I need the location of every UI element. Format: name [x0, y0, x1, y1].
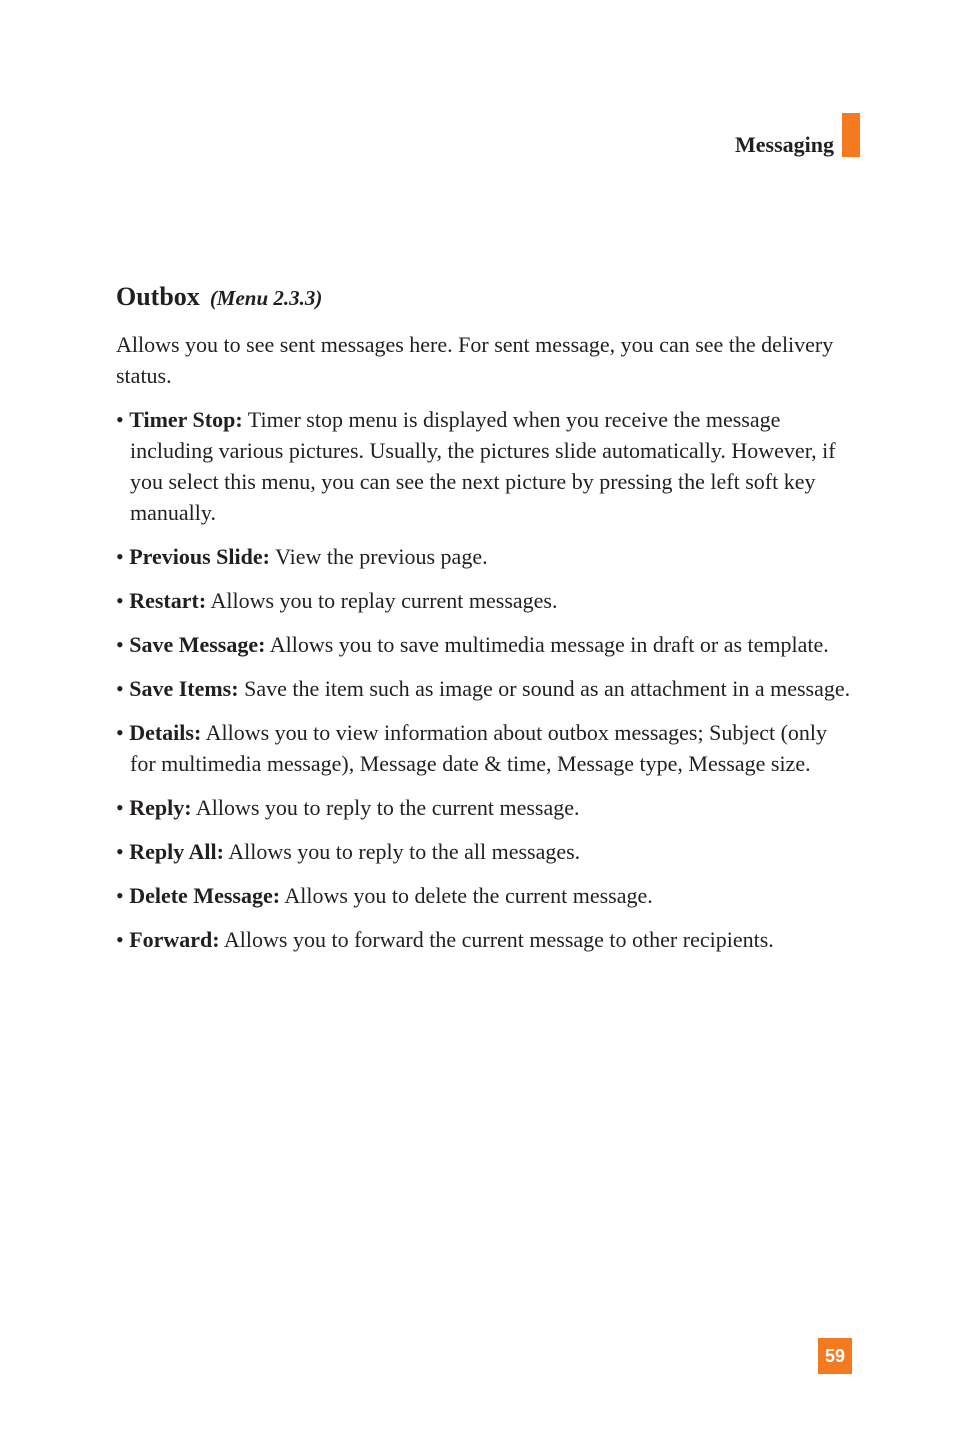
item-description: Allows you to save multimedia message in draft or as template.: [269, 632, 829, 657]
list-item: • Delete Message: Allows you to delete the current message.: [116, 883, 653, 908]
list-item: • Timer Stop: Timer stop menu is displayed when you receive the message including various pictures. Usually, the pictures slide automatically. However, if you select this menu, you can see the next picture by pressing the left soft key manually.: [116, 407, 836, 525]
item-term: Save Message:: [129, 632, 266, 657]
section-tab-marker: [842, 113, 860, 157]
item-description: Allows you to view information about outbox messages; Subject (only for multimedia message), Message date & time, Message type, Message size.: [130, 720, 828, 776]
list-item: • Restart: Allows you to replay current messages.: [116, 588, 558, 613]
item-description: Allows you to delete the current message.: [284, 883, 653, 908]
list-item: • Previous Slide: View the previous page.: [116, 544, 488, 569]
item-description: Allows you to reply to the all messages.: [228, 839, 581, 864]
item-term: Forward:: [129, 927, 220, 952]
item-term: Details:: [129, 720, 202, 745]
section-title: Outbox: [116, 282, 200, 311]
item-term: Timer Stop:: [129, 407, 243, 432]
item-term: Delete Message:: [129, 883, 281, 908]
page-content: [116, 278, 856, 968]
item-description: Allows you to forward the current message to other recipients.: [223, 927, 774, 952]
list-item: • Reply All: Allows you to reply to the all messages.: [116, 839, 581, 864]
item-description: Save the item such as image or sound as an attachment in a message.: [244, 676, 851, 701]
item-description: Timer stop menu is displayed when you receive the message including various pictures. Usually, the pictures slide automatically. However, if you select this menu, you can see the next picture by pressing the left soft key manually.: [130, 407, 836, 525]
item-description: Allows you to replay current messages.: [210, 588, 558, 613]
list-item: • Details: Allows you to view information about outbox messages; Subject (only for multimedia message), Message date & time, Message type, Message size.: [116, 720, 828, 776]
intro-paragraph: Allows you to see sent messages here. For sent message, you can see the delivery status.: [116, 332, 834, 388]
item-description: Allows you to reply to the current message.: [195, 795, 580, 820]
list-item: • Save Items: Save the item such as image or sound as an attachment in a message.: [116, 676, 851, 701]
list-item: • Save Message: Allows you to save multimedia message in draft or as template.: [116, 632, 829, 657]
item-description: View the previous page.: [275, 544, 488, 569]
item-term: Reply All:: [129, 839, 224, 864]
item-term: Restart:: [129, 588, 207, 613]
section-heading: [116, 278, 856, 317]
section-header: Messaging: [735, 132, 834, 157]
item-term: Save Items:: [129, 676, 239, 701]
option-list: [116, 404, 856, 955]
page-number: 59: [818, 1338, 852, 1374]
item-term: Reply:: [129, 795, 192, 820]
list-item: • Forward: Allows you to forward the current message to other recipients.: [116, 927, 774, 952]
list-item: • Reply: Allows you to reply to the current message.: [116, 795, 580, 820]
menu-reference: (Menu 2.3.3): [209, 286, 323, 310]
item-term: Previous Slide:: [129, 544, 270, 569]
